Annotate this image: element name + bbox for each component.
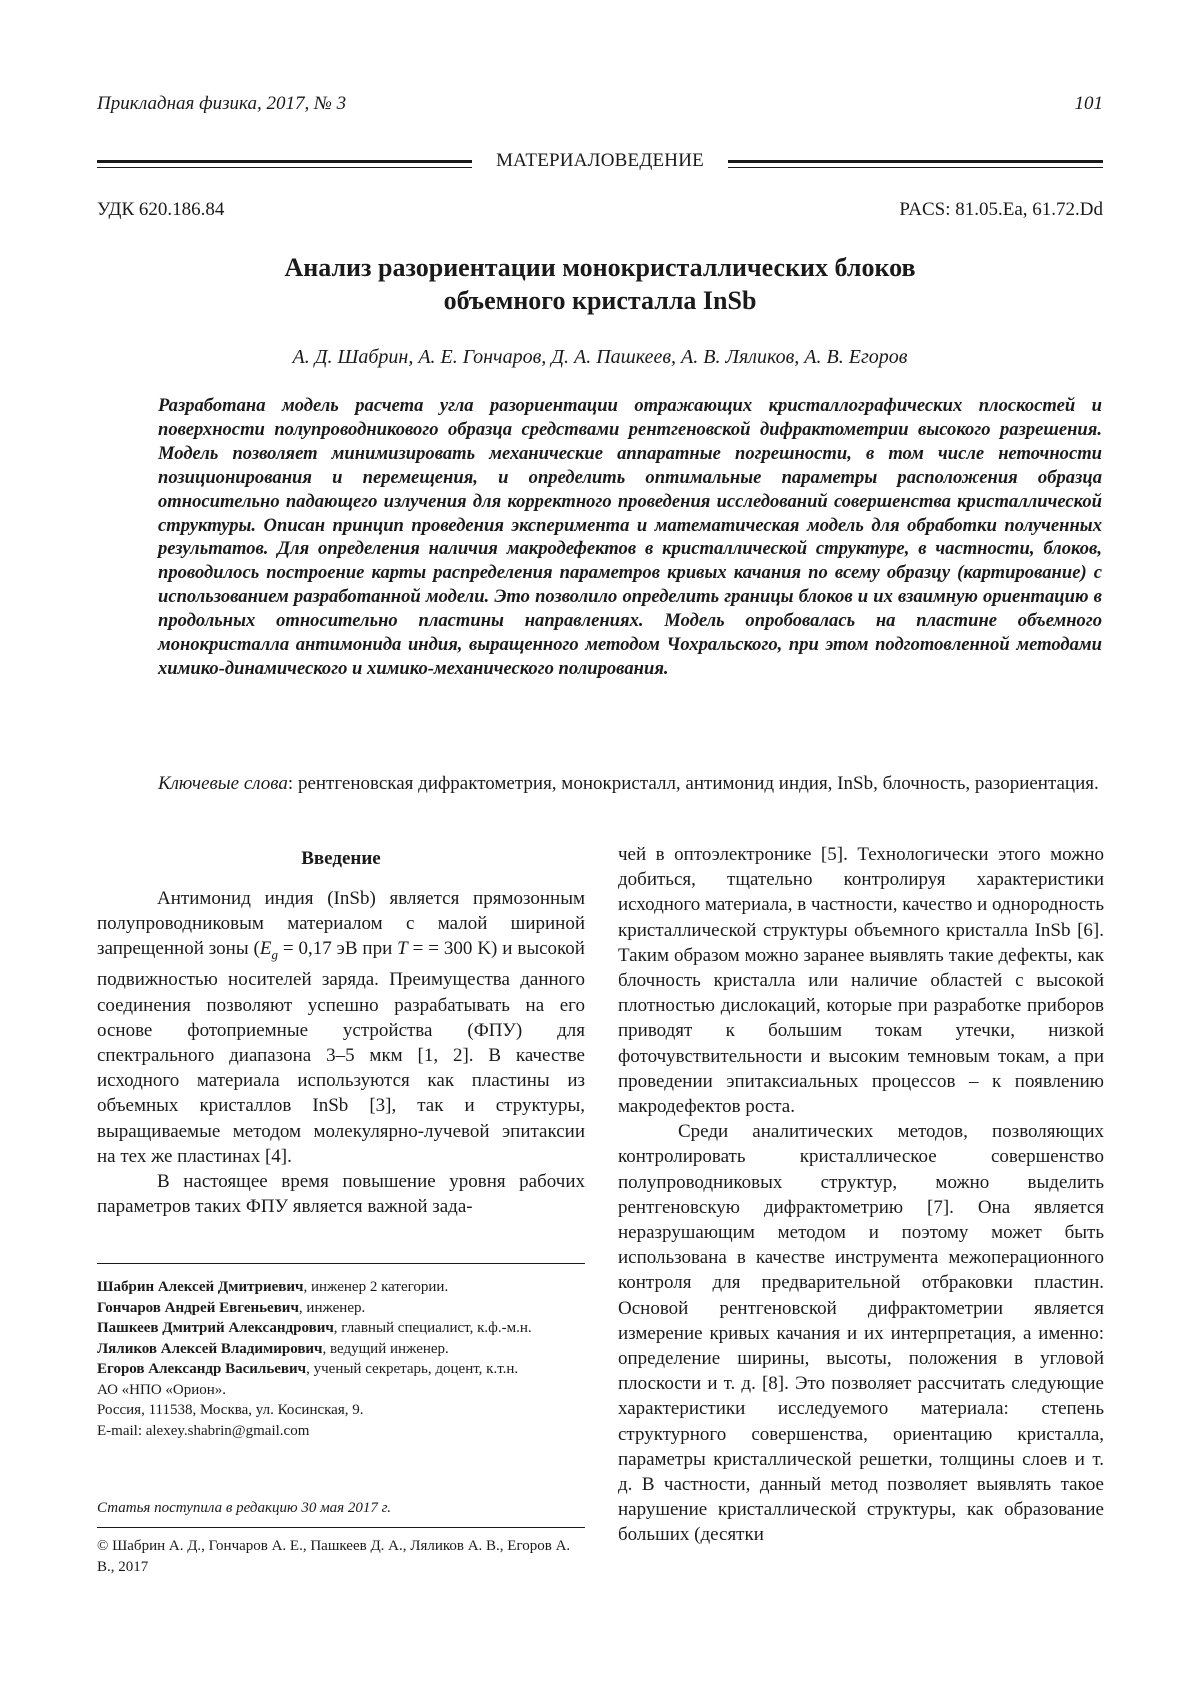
text-run: = 0,17 эВ при (277, 938, 398, 960)
author-name: Шабрин Алексей Дмитриевич (97, 1279, 304, 1295)
article-title (97, 251, 1103, 317)
abstract: Разработана модель расчета угла разориентации отражающих кристаллографических плоскостей и поверхности полупроводникового образца средствами рентгеновской дифрактометрии высокого разрешения. Модель позволяет минимизировать механические аппаратные погрешности, в том числе неточности позиционирования и перемещения, и определить оптимальные параметры расположения образца относительно падающего излучения для корректного проведения исследований совершенства кристаллической структуры. Описан принцип проведения эксперимента и математическая модель для обработки полученных результатов. Для определения наличия макродефектов в кристаллической структуре, в частности, блоков, проводилось построение карты распределения параметров кривых качания по всему образцу (картирование) с использованием разработанной модели. Это позволило определить границы блоков и их взаимную ориентацию в продольных относительно пластины направлениях. Модель опробовалась на пластине объемного монокристалла антимонида индия, выращенного методом Чохральского, при этом подготовленной методами химико-динамического и химико-механического полирования. (158, 395, 1102, 679)
right-paragraph-1: чей в оптоэлектронике [5]. Технологически этого можно добиться, тщательно контролируя характеристики исходного материала, в частности, качество и однородность кристаллической структуры объемного кристалла InSb [6]. Таким образом можно заранее выявлять такие дефекты, как блочность кристалла или наличие областей с высокой плотностью дислокаций, которые при разработке приборов приводят к большим токам утечки, низкой фоточувствительности и высоким темновым токам, а при проведении эпитаксиальных процессов – к появлению макродефектов роста. (618, 844, 1105, 1118)
section-rubric (97, 150, 1103, 178)
author-role: , инженер 2 категории. (303, 1279, 449, 1295)
author-list: А. Д. Шабрин, А. Е. Гончаров, Д. А. Пашкеев, А. В. Ляликов, А. В. Егоров (292, 346, 908, 368)
symbol-g-sub: g (271, 947, 278, 963)
author-role: , инженер. (298, 1299, 366, 1316)
rubric-label: МАТЕРИАЛОВЕДЕНИЕ (496, 150, 704, 171)
rubric-rule-right (728, 160, 1103, 168)
pacs-code: PACS: 81.05.Ea, 61.72.Dd (899, 199, 1103, 220)
right-paragraph-2: Среди аналитических методов, позволяющих контролировать кристаллическое совершенство полупроводниковых структур, можно выделить рентгеновскую дифрактометрию [7]. Она является неразрушающим методом и поэтому может быть использована в качестве инструмента межоперационного контроля для предварительной отбраковки пластин. Основой рентгеновской дифрактометрии является измерение кривых качания и их интерпретация, а именно: определение ширины, высоты, положения в угловой плоскости и т. д. [8]. Это позволяет рассчитать следующие характеристики исследуемого материала: степень структурного совершенства, ориентацию кристалла, параметры кристаллической решетки, толщины слоев и т. д. В частности, данный метод позволяет выявлять такое нарушение кристаллической структуры, как образование больших (десятки (618, 1121, 1104, 1546)
right-column-body (618, 842, 1104, 1548)
footnote-author-1 (97, 1277, 585, 1298)
footnote-author-4 (97, 1339, 585, 1360)
intro-paragraph-2: В настоящее время повышение уровня рабочих параметров таких ФПУ является важной зада- (97, 1171, 585, 1218)
text-run: Антимонид индия (InSb) является прямозонным полупроводниковым материалом с малой шириной запрещенной зоны ( (97, 888, 585, 960)
footnote-organization: АО «НПО «Орион». (97, 1381, 227, 1398)
footnote-rule (97, 1263, 585, 1264)
left-column-body (97, 886, 585, 1219)
author-role: , ученый секретарь, доцент, к.т.н. (306, 1361, 519, 1377)
keywords-label: Ключевые слова (158, 773, 288, 794)
page-number: 101 (1074, 93, 1103, 114)
title-line-1: Анализ разориентации монокристаллических блоков (284, 253, 916, 282)
section-heading-introduction: Введение (301, 848, 381, 869)
footnote-author-2 (97, 1298, 585, 1319)
footnote-author-3 (97, 1318, 585, 1339)
copyright-notice: © Шабрин А. Д., Гончаров А. Е., Пашкеев Д. А., Ляликов А. В., Егоров А. В., 2017 (97, 1538, 571, 1575)
author-role: , главный специалист, к.ф.-м.н. (333, 1320, 532, 1336)
keywords-text: : рентгеновская дифрактометрия, монокристалл, антимонид индия, InSb, блочность, разориентация. (287, 773, 1099, 794)
received-date: Статья поступила в редакцию 30 мая 2017 г. (97, 1500, 392, 1516)
footnote-email: E-mail: alexey.shabrin@gmail.com (97, 1422, 310, 1439)
author-name: Пашкеев Дмитрий Александрович (97, 1320, 334, 1336)
author-name: Ляликов Алексей Владимирович (97, 1340, 323, 1357)
footnote-author-5 (97, 1359, 585, 1380)
rubric-rule-left (97, 160, 472, 168)
title-line-2: объемного кристалла InSb (443, 286, 757, 315)
copyright-rule (97, 1527, 585, 1528)
author-footnote (97, 1277, 585, 1441)
author-role: , ведущий инженер. (322, 1340, 449, 1357)
symbol-t: T (397, 938, 408, 960)
text-run: = = 300 K) и высокой подвижностью носителей заряда. Преимущества данного соединения позволяют успешно разрабатывать на его основе фотоприемные устройства (ФПУ) для спектрального диапазона 3–5 мкм [1, 2]. В качестве исходного материала используются как пластины из объемных кристаллов InSb [3], так и структуры, выращиваемые методом молекулярно-лучевой эпитаксии на тех же пластинах [4]. (97, 938, 585, 1167)
udk-code: УДК 620.186.84 (97, 199, 225, 220)
footnote-address: Россия, 111538, Москва, ул. Косинская, 9. (97, 1402, 364, 1418)
keywords (158, 771, 1102, 796)
author-name: Гончаров Андрей Евгеньевич (97, 1299, 299, 1316)
author-name: Егоров Александр Васильевич (97, 1361, 307, 1377)
running-head: Прикладная физика, 2017, № 3 (97, 93, 347, 114)
intro-paragraph-1 (97, 886, 585, 1169)
symbol-e: E (259, 938, 272, 960)
